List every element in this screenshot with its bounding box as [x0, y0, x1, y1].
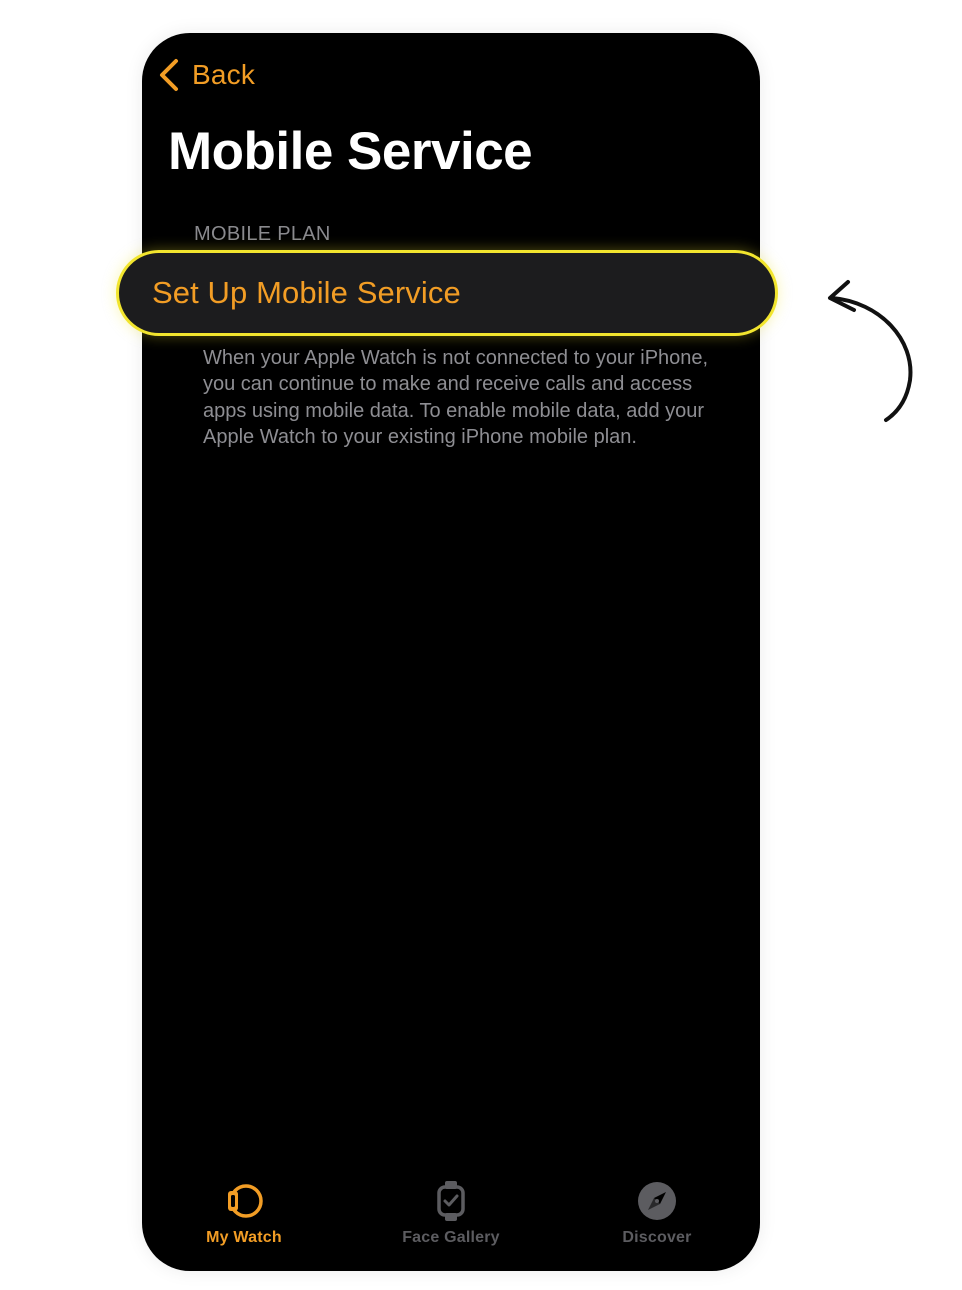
back-label: Back	[192, 59, 256, 90]
tab-bar	[142, 1161, 760, 1271]
watch-face-icon	[429, 1179, 473, 1223]
chevron-left-icon	[156, 58, 182, 92]
back-button[interactable]	[156, 55, 255, 95]
tab-my-watch[interactable]	[164, 1179, 324, 1247]
page-title: Mobile Service	[168, 122, 533, 181]
section-header-mobile-plan: MOBILE PLAN	[194, 223, 331, 245]
tab-discover[interactable]	[577, 1179, 737, 1247]
curved-arrow-icon	[820, 270, 920, 430]
tab-label: Face Gallery	[402, 1229, 500, 1246]
set-up-mobile-service-button[interactable]	[116, 250, 778, 336]
tab-face-gallery[interactable]	[371, 1179, 531, 1247]
watch-icon	[222, 1179, 266, 1223]
compass-icon	[635, 1179, 679, 1223]
phone-screen	[142, 33, 760, 1271]
mobile-plan-footer-text: When your Apple Watch is not connected to your iPhone, you can continue to make and receive calls and access apps using mobile data. To enable mobile data, add your Apple Watch to your existing iPhone mobile plan.	[203, 347, 709, 449]
tab-label: Discover	[622, 1229, 692, 1246]
tab-label: My Watch	[206, 1229, 282, 1246]
set-up-mobile-service-label: Set Up Mobile Service	[152, 275, 461, 310]
